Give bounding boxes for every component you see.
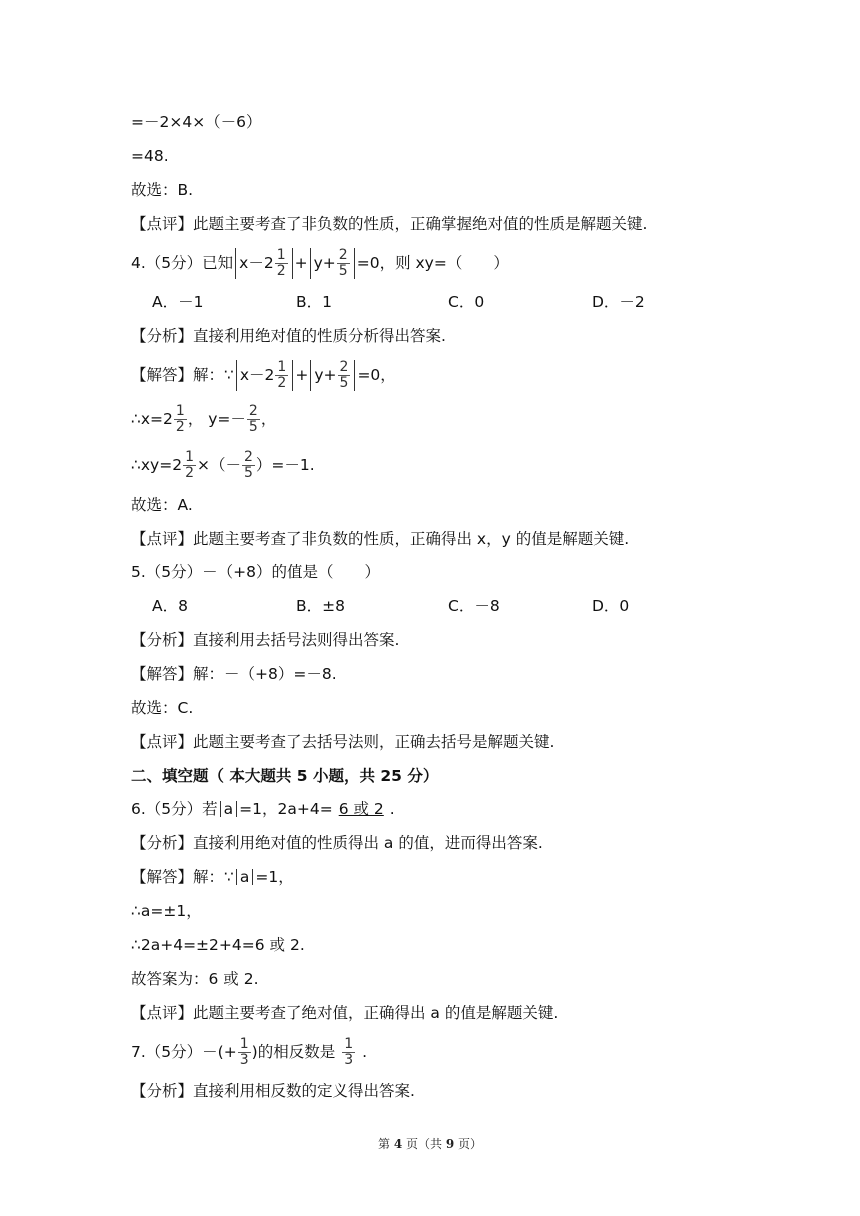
question-4-stem: 4.（5分）已知 x－2 $\frac{1}{2}$ + y+ $\frac{2}{5}$ =0，则 xy=（ ）	[131, 247, 509, 279]
calc-line: =－2×4×（－6）	[131, 113, 262, 131]
q6-answer: 【解答】解：∵ a =1，	[131, 868, 294, 886]
fraction-1-2: $\frac{1}{2}$	[276, 247, 286, 279]
q5-review: 【点评】此题主要考查了去括号法则，正确去括号是解题关键.	[131, 733, 555, 751]
q6-step-2: ∴2a+4=±2+4=6 或 2.	[131, 936, 305, 954]
option-b: B．±8	[296, 597, 345, 615]
option-d: D．0	[592, 597, 630, 615]
option-a: A．8	[152, 597, 188, 615]
q4-choice: 故选：A.	[131, 496, 193, 514]
option-c: C．0	[448, 293, 485, 311]
fraction-2-5: $\frac{2}{5}$	[338, 247, 348, 279]
option-a: A．－1	[152, 293, 204, 311]
page-footer: 第 4 页（共 9 页）	[377, 1137, 482, 1151]
q4-answer: 【解答】解：∵ x－2 $\frac{1}{2}$ + y+ $\frac{2}{5}$ =0，	[131, 359, 396, 391]
question-5-stem: 5.（5分）－（+8）的值是（ ）	[131, 563, 381, 581]
calc-result: =48.	[131, 147, 169, 165]
q6-final: 故答案为：6 或 2.	[131, 970, 259, 988]
question-7-stem: 7.（5分）－(+ $\frac{1}{3}$ )的相反数是 $\frac{1}{3}$ .	[131, 1036, 368, 1068]
abs-x: x－2 $\frac{1}{2}$	[235, 248, 292, 279]
q4-step-1: ∴x=2 $\frac{1}{2}$ ， y=－ $\frac{2}{5}$ ，	[131, 403, 277, 435]
question-6-stem: 6.（5分）若 a =1，2a+4= 6 或 2 .	[131, 800, 395, 818]
q4-analysis: 【分析】直接利用绝对值的性质分析得出答案.	[131, 327, 446, 345]
option-d: D．－2	[592, 293, 645, 311]
q5-answer: 【解答】解：－（+8）=－8.	[131, 665, 337, 683]
q6-step-1: ∴a=±1，	[131, 902, 202, 920]
q4-prefix: 4.（5分）已知	[131, 254, 234, 272]
option-b: B．1	[296, 293, 332, 311]
review-line: 【点评】此题主要考查了非负数的性质，正确掌握绝对值的性质是解题关键.	[131, 215, 648, 233]
answer-blank: $\frac{1}{3}$	[344, 1036, 354, 1068]
q4-review: 【点评】此题主要考查了非负数的性质，正确得出 x，y 的值是解题关键.	[131, 530, 630, 548]
choice-line: 故选：B.	[131, 181, 194, 199]
q4-step-2: ∴xy=2 $\frac{1}{2}$ ×（－ $\frac{2}{5}$ ）=－1.	[131, 449, 315, 481]
q7-analysis: 【分析】直接利用相反数的定义得出答案.	[131, 1082, 415, 1100]
answer-blank: 6 或 2	[338, 800, 384, 818]
q6-analysis: 【分析】直接利用绝对值的性质得出 a 的值，进而得出答案.	[131, 834, 543, 852]
abs-a: a	[220, 801, 238, 817]
abs-y: y+ $\frac{2}{5}$	[310, 248, 355, 279]
section-heading: 二、填空题（ 本大题共 5 小题，共 25 分）	[131, 767, 439, 785]
q6-review: 【点评】此题主要考查了绝对值，正确得出 a 的值是解题关键.	[131, 1004, 559, 1022]
q5-analysis: 【分析】直接利用去括号法则得出答案.	[131, 631, 400, 649]
option-c: C．－8	[448, 597, 500, 615]
fraction-1-3: $\frac{1}{3}$	[239, 1036, 249, 1068]
q5-choice: 故选：C.	[131, 699, 194, 717]
